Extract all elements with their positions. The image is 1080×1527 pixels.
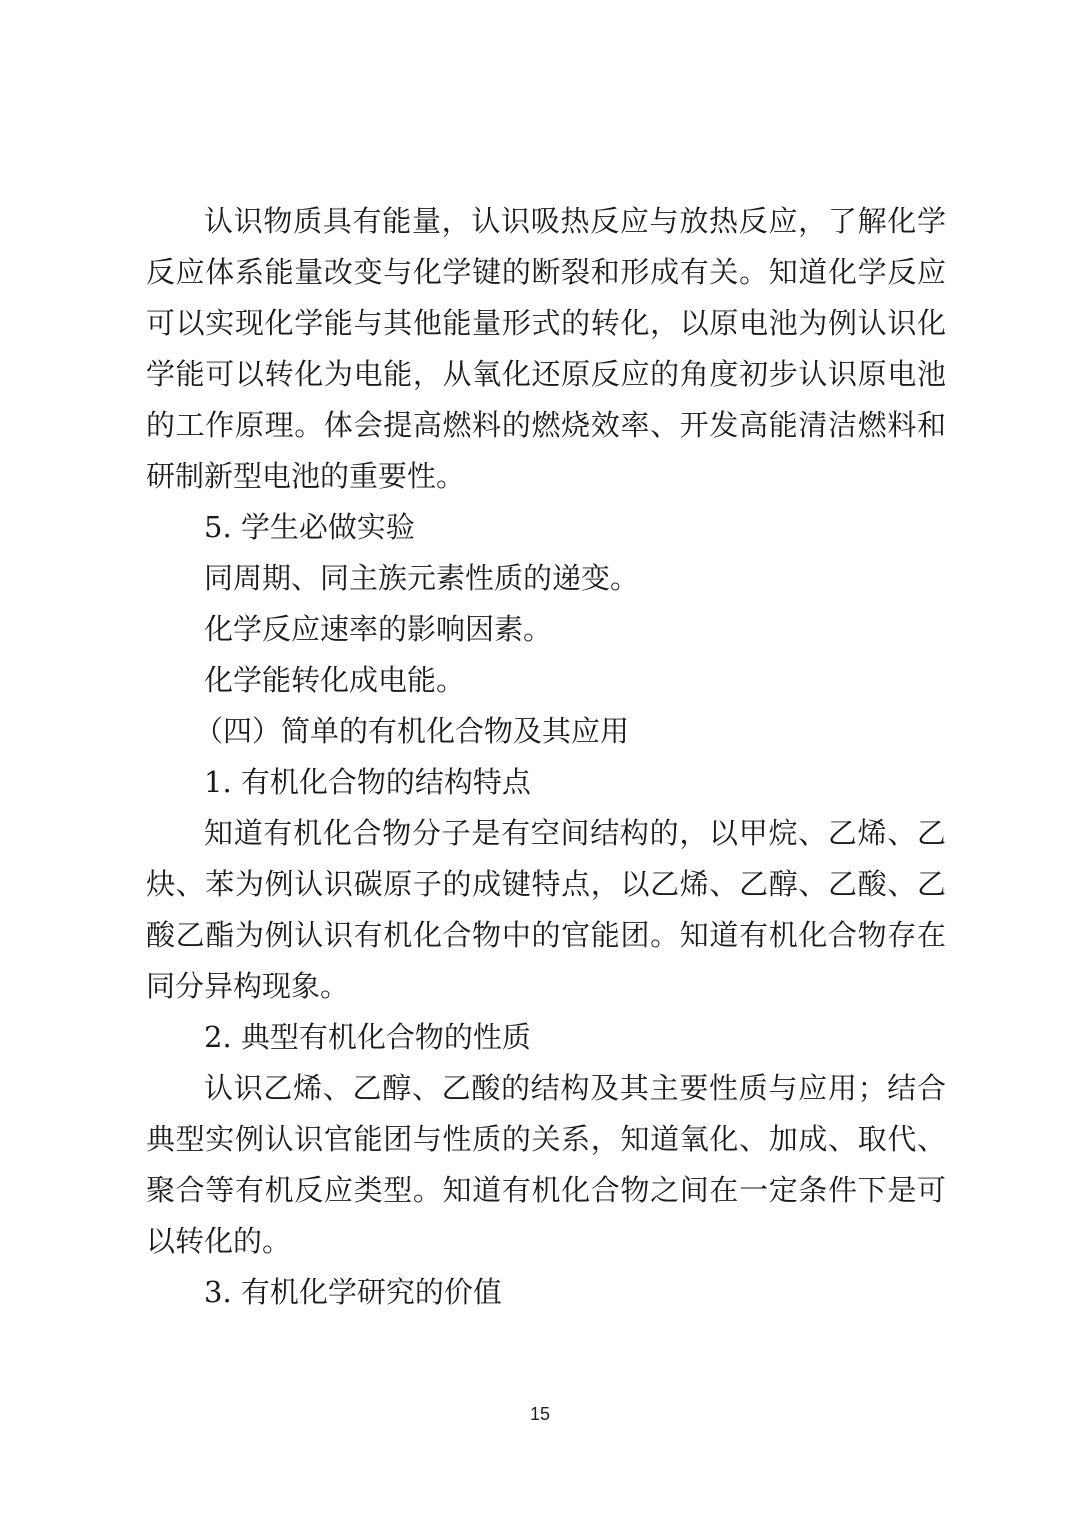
paragraph-line: 可以实现化学能与其他能量形式的转化，以原电池为例认识化 [146,306,946,340]
paragraph-line: 同分异构现象。 [146,969,350,1003]
section-heading: 5. 学生必做实验 [204,510,415,544]
paragraph-line: 学能可以转化为电能，从氧化还原反应的角度初步认识原电池 [146,357,946,391]
paragraph-line: 以转化的。 [146,1224,292,1258]
section-heading: 1. 有机化合物的结构特点 [204,765,531,799]
paragraph-line: 认识乙烯、乙醇、乙酸的结构及其主要性质与应用；结合 [204,1071,946,1105]
page-body [146,196,946,1318]
paragraph-line: 反应体系能量改变与化学键的断裂和形成有关。知道化学反应 [146,255,946,289]
paragraph-line: 炔、苯为例认识碳原子的成键特点，以乙烯、乙醇、乙酸、乙 [146,867,946,901]
paragraph-line: 典型实例认识官能团与性质的关系，知道氧化、加成、取代、 [146,1122,946,1156]
paragraph-line: 的工作原理。体会提高燃料的燃烧效率、开发高能清洁燃料和 [146,408,946,442]
list-item: 同周期、同主族元素性质的递变。 [204,561,640,595]
list-item: 化学能转化成电能。 [204,663,466,697]
paragraph-line: 知道有机化合物分子是有空间结构的，以甲烷、乙烯、乙 [204,816,946,850]
section-heading: 3. 有机化学研究的价值 [204,1275,502,1309]
paragraph-line: 聚合等有机反应类型。知道有机化合物之间在一定条件下是可 [146,1173,946,1207]
paragraph-line: 研制新型电池的重要性。 [146,459,466,493]
chapter-heading: （四）简单的有机化合物及其应用 [194,714,630,748]
paragraph-line: 认识物质具有能量，认识吸热反应与放热反应，了解化学 [204,204,946,238]
paragraph-line: 酸乙酯为例认识有机化合物中的官能团。知道有机化合物存在 [146,918,946,952]
list-item: 化学反应速率的影响因素。 [204,612,553,646]
page-number: 15 [529,1404,551,1424]
section-heading: 2. 典型有机化合物的性质 [204,1020,531,1054]
